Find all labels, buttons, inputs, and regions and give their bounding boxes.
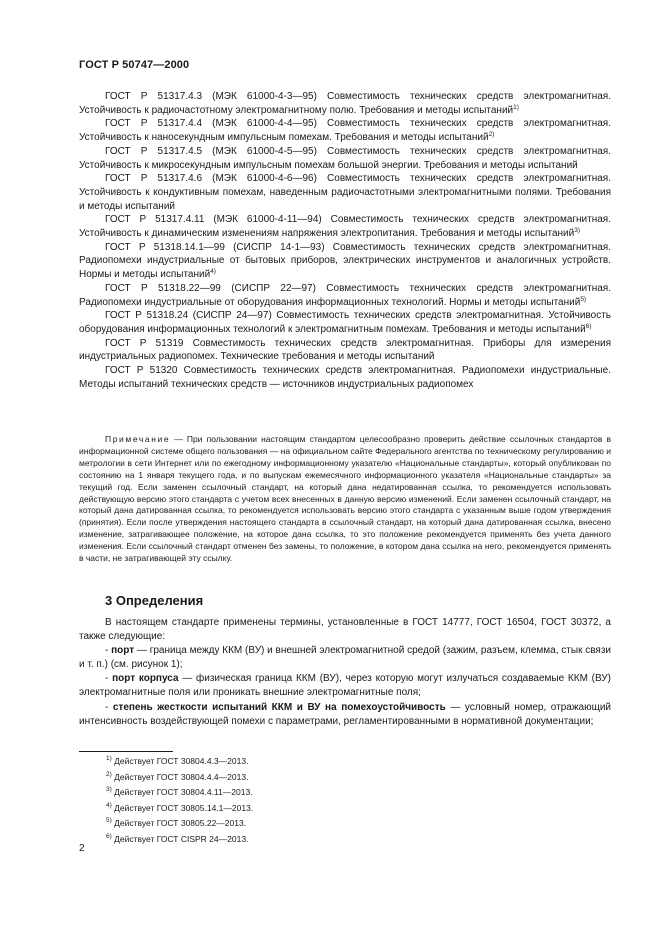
footnote-divider <box>79 751 173 752</box>
reference-item: ГОСТ Р 51320 Совместимость технических средств электромагнитная. Радиопомехи индустриальные. Методы испытаний технических средств — источников индустриальных радиопомех <box>79 365 611 390</box>
reference-item: ГОСТ Р 51317.4.11 (МЭК 61000-4-11—94) Совместимость технических средств электромагнитная. Устойчивость к динамическим изменениям напряжения электропитания. Требования и методы испытаний$^{3)}$ <box>79 214 611 240</box>
reference-item: ГОСТ Р 51318.24 (СИСПР 24—97) Совместимость технических средств электромагнитная. Устойчивость оборудования информационных технологий к электромагнитным помехам. Требования и методы испытаний$^{6)}$ <box>79 310 611 335</box>
definition-item: - порт — граница между ККМ (ВУ) и внешней электромагнитной средой (зажим, разъем, клемма, стык связи и т. п.) (см. рисунок 1); <box>79 645 612 671</box>
definition-term: порт корпуса <box>112 673 179 685</box>
footnote: $^{3)}$ Действует ГОСТ 30804.4.11—2013. <box>106 786 253 798</box>
footnote: $^{1)}$ Действует ГОСТ 30804.4.3—2013. <box>106 755 249 766</box>
footnote-marker: 2) <box>488 131 495 139</box>
footnote: $^{5)}$ Действует ГОСТ 30805.22—2013. <box>106 817 247 829</box>
reference-item: ГОСТ Р 51317.4.4 (МЭК 61000-4-4—95) Совместимость технических средств электромагнитная. Устойчивость к наносекундным импульсным помехам. Требования и методы испытаний$^{2)}$ <box>79 118 611 144</box>
footnote-marker: 6) <box>585 322 592 330</box>
definitions <box>79 616 611 729</box>
reference-item: ГОСТ Р 51317.4.6 (МЭК 61000-4-6—96) Совместимость технических средств электромагнитная. Устойчивость к кондуктивным помехам, наведенным радиочастотными электромагнитными полями. Требования и методы испытаний <box>79 173 611 212</box>
footnote: $^{4)}$ Действует ГОСТ 30805.14.1—2013. <box>106 801 254 813</box>
note <box>79 434 611 565</box>
definition-item: - порт корпуса — физическая граница ККМ (ВУ), через которую могут излучаться создаваемые ККМ (ВУ) электромагнитные поля или проникать внешние электромагнитные поля; <box>79 673 611 699</box>
footnotes <box>106 754 253 848</box>
footnote-marker: 4) <box>210 268 216 276</box>
note-text: — При пользовании настоящим стандартом целесообразно проверить действие ссылочных стандартов в информационной системе общего пользования — на официальном сайте Федерального агентства по техническому регулированию и метрологии в сети Интернет или по ежегодному информационному указателю «Национальные стандарты», который опубликован по состоянию на 1 января текущего года, и по выпускам ежемесячного информационного указателя «Национальные стандарты» за текущий год. Если заменен ссылочный стандарт, на который дана недатированная ссылка, то рекомендуется использовать действующую версию этого стандарта с учетом всех внесенных в данную версию изменений. Если заменен ссылочный стандарт, на который дана датированная ссылка, то рекомендуется использовать версию этого стандарта с указанным выше годом утверждения (принятия). Если после утверждения настоящего стандарта в ссылочный стандарт, на который дана датированная ссылка, внесено изменение, затрагивающее положение, на которое дана ссылка, то это положение рекомендуется применять без учета данного изменения. Если ссылочный стандарт отменен без замены, то положение, в котором дана ссылка на него, рекомендуется применять в части, не затрагивающей эту ссылку. <box>79 434 611 564</box>
note-label: Примечание <box>105 434 171 444</box>
normative-references <box>79 90 611 391</box>
definition-term: степень жесткости испытаний ККМ и ВУ на помехоустойчивость <box>112 701 446 713</box>
page-number: 2 <box>79 843 85 854</box>
definition-term: порт <box>111 645 135 657</box>
reference-item: ГОСТ Р 51317.4.5 (МЭК 61000-4-5—95) Совместимость технических средств электромагнитная. Устойчивость к микросекундным импульсным помехам большой энергии. Требования и методы испытаний <box>79 145 611 171</box>
footnote-marker: 5) <box>580 295 587 303</box>
reference-item: ГОСТ Р 51318.14.1—99 (СИСПР 14-1—93) Совместимость технических средств электромагнитная. Радиопомехи индустриальные от бытовых приборов, электрических инструментов и аналогичных устройств. Нормы и методы испытаний$^{4)}$ <box>79 241 611 281</box>
definition-item: - степень жесткости испытаний ККМ и ВУ на помехоустойчивость — условный номер, отражающий интенсивность воздействующей помехи с параметрами, регламентированными в нормативной документации; <box>79 701 611 727</box>
reference-item: ГОСТ Р 51318.22—99 (СИСПР 22—97) Совместимость технических средств электромагнитная. Радиопомехи индустриальные от оборудования информационных технологий. Нормы и методы испытаний$^{5)}$ <box>79 282 611 308</box>
footnote-marker: 3) <box>574 227 580 235</box>
section-intro: В настоящем стандарте применены термины, установленные в ГОСТ 14777, ГОСТ 16504, ГОСТ 30372, а также следующие: <box>79 617 611 643</box>
footnote: $^{6)}$ Действует ГОСТ CISPR 24—2013. <box>106 832 249 844</box>
reference-item: ГОСТ Р 51319 Совместимость технических средств электромагнитная. Приборы для измерения индустриальных радиопомех. Технические требования и методы испытаний <box>79 337 611 363</box>
document-header: ГОСТ Р 50747—2000 <box>79 59 190 71</box>
footnote-marker: 1) <box>513 103 519 111</box>
reference-item: ГОСТ Р 51317.4.3 (МЭК 61000-4-3—95) Совместимость технических средств электромагнитная. Устойчивость к радиочастотному электромагнитному полю. Требования и методы испытаний$^{1)}$ <box>79 91 611 116</box>
section-title: 3 Определения <box>105 593 204 608</box>
footnote: $^{2)}$ Действует ГОСТ 30804.4.4—2013. <box>106 770 249 782</box>
